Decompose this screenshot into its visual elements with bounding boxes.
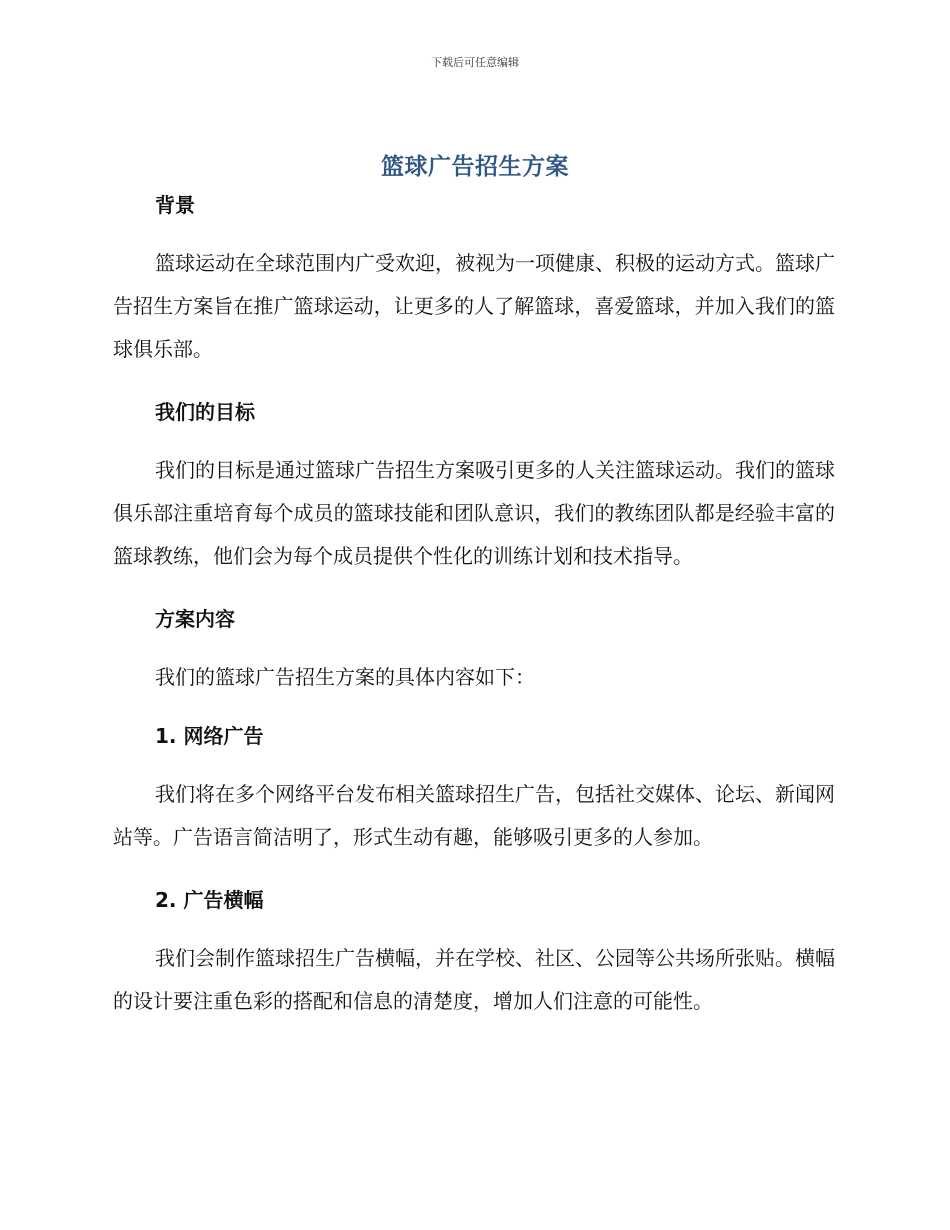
header-note: 下载后可任意编辑: [431, 56, 519, 69]
section-heading-background: 背景: [155, 193, 195, 217]
section-heading-goals: 我们的目标: [155, 400, 255, 424]
section-paragraph: 我们将在多个网络平台发布相关篮球招生广告，包括社交媒体、论坛、新闻网站等。广告语言简洁明了，形式生动有趣，能够吸引更多的人参加。: [113, 782, 835, 849]
section-paragraph: 我们的篮球广告招生方案的具体内容如下：: [155, 665, 535, 689]
document-title: 篮球广告招生方案: [381, 154, 569, 180]
section-paragraph: 我们的目标是通过篮球广告招生方案吸引更多的人关注篮球运动。我们的篮球俱乐部注重培育每个成员的篮球技能和团队意识，我们的教练团队都是经验丰富的篮球教练，他们会为每个成员提供个性化的训练计划和技术指导。: [113, 458, 835, 568]
section-paragraph: 我们会制作篮球招生广告横幅，并在学校、社区、公园等公共场所张贴。横幅的设计要注重色彩的搭配和信息的清楚度，增加人们注意的可能性。: [113, 946, 835, 1013]
section-heading-online-ads: 1. 网络广告: [155, 724, 264, 748]
section-heading-banners: 2. 广告横幅: [155, 888, 264, 912]
section-heading-plan-content: 方案内容: [155, 607, 235, 631]
section-paragraph: 篮球运动在全球范围内广受欢迎，被视为一项健康、积极的运动方式。篮球广告招生方案旨在推广篮球运动，让更多的人了解篮球，喜爱篮球，并加入我们的篮球俱乐部。: [113, 251, 835, 361]
document-body: [113, 190, 835, 1023]
